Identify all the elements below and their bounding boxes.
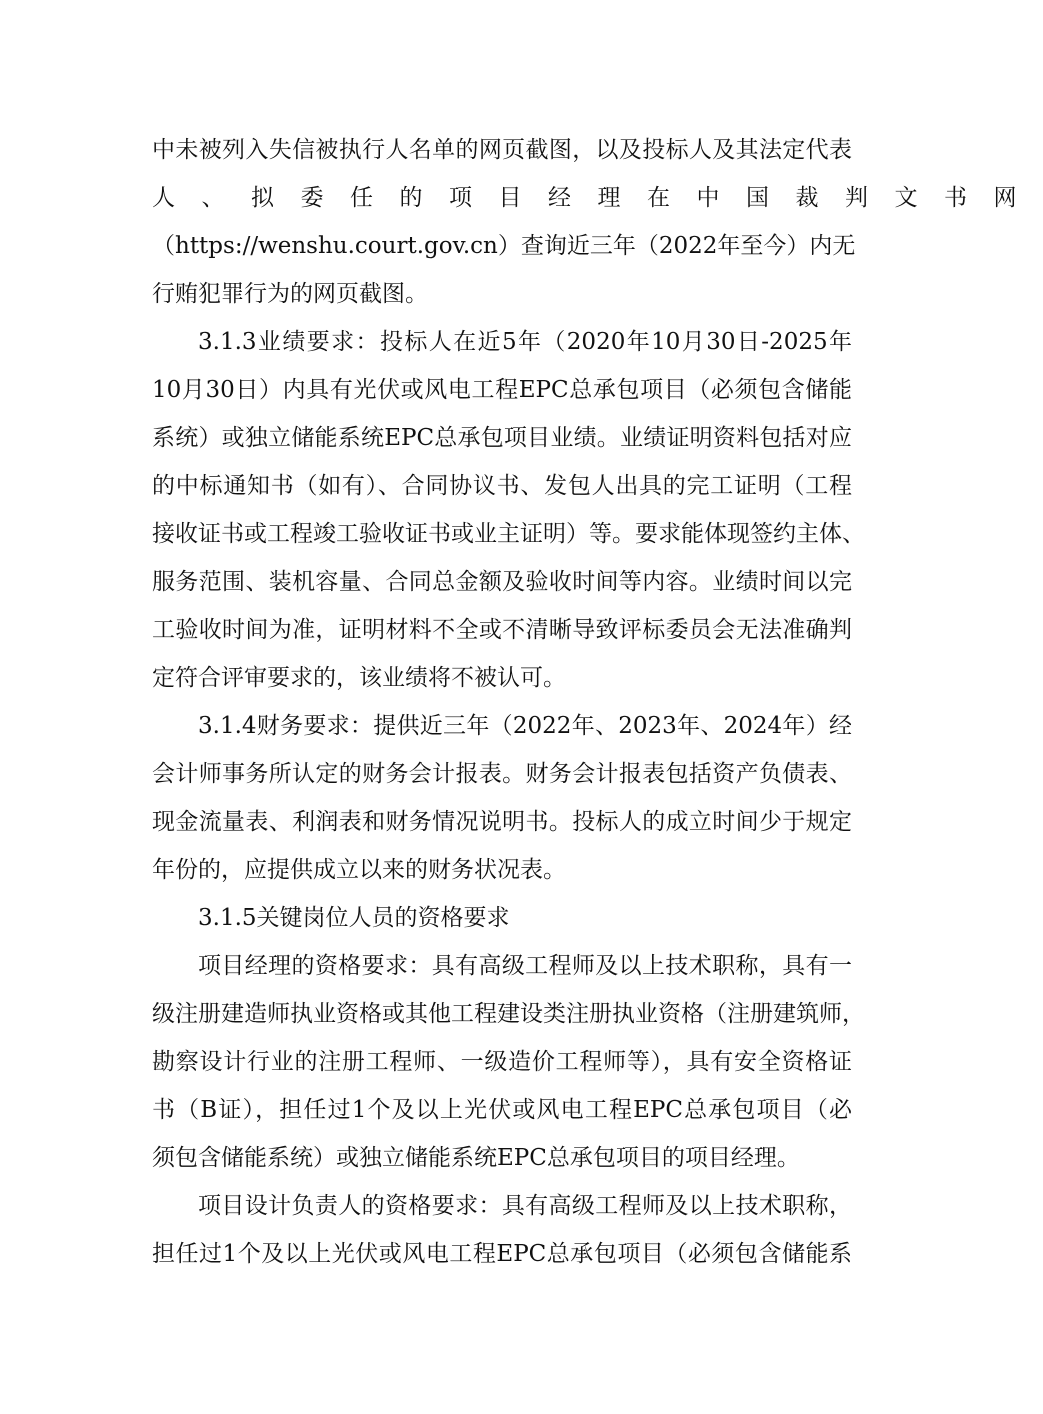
- text-line: 项目经理的资格要求：具有高级工程师及以上技术职称，具有一: [198, 953, 852, 979]
- text-line: 项目设计负责人的资格要求：具有高级工程师及以上技术职称，: [198, 1193, 852, 1219]
- text-line: 中未被列入失信被执行人名单的网页截图，以及投标人及其法定代表: [152, 137, 852, 163]
- text-line: 级注册建造师执业资格或其他工程建设类注册执业资格（注册建筑师，: [152, 1001, 865, 1027]
- text-line: 服务范围、装机容量、合同总金额及验收时间等内容。业绩时间以完: [152, 569, 852, 595]
- text-line: （https://wenshu.court.gov.cn）查询近三年（2022年至今）内无: [152, 233, 856, 259]
- text-line: 行贿犯罪行为的网页截图。: [152, 281, 428, 307]
- text-line: 工验收时间为准，证明材料不全或不清晰导致评标委员会无法准确判: [152, 617, 852, 643]
- text-line: 系统）或独立储能系统EPC总承包项目业绩。业绩证明资料包括对应: [152, 425, 852, 451]
- text-line: 会计师事务所认定的财务会计报表。财务会计报表包括资产负债表、: [152, 761, 852, 787]
- section-3-1-4-heading-line: 3.1.4财务要求：提供近三年（2022年、2023年、2024年）经: [198, 713, 852, 739]
- text-line: 定符合评审要求的，该业绩将不被认可。: [152, 665, 566, 691]
- text-line: 勘察设计行业的注册工程师、一级造价工程师等），具有安全资格证: [152, 1049, 852, 1075]
- text-line: 现金流量表、利润表和财务情况说明书。投标人的成立时间少于规定: [152, 809, 852, 835]
- section-3-1-5-heading: 3.1.5关键岗位人员的资格要求: [198, 905, 510, 931]
- text-line: 的中标通知书（如有）、合同协议书、发包人出具的完工证明（工程: [152, 473, 852, 499]
- text-line: 年份的，应提供成立以来的财务状况表。: [152, 857, 566, 883]
- section-3-1-3-heading-line: 3.1.3业绩要求：投标人在近5年（2020年10月30日-2025年: [198, 329, 852, 355]
- text-line: 书（B证），担任过1个及以上光伏或风电工程EPC总承包项目（必: [152, 1097, 852, 1123]
- text-line: 人、拟委任的项目经理在中国裁判文书网: [152, 185, 1043, 211]
- text-line: 10月30日）内具有光伏或风电工程EPC总承包项目（必须包含储能: [152, 377, 852, 403]
- text-line: 接收证书或工程竣工验收证书或业主证明）等。要求能体现签约主体、: [152, 521, 865, 547]
- text-line: 担任过1个及以上光伏或风电工程EPC总承包项目（必须包含储能系: [152, 1241, 852, 1267]
- text-line: 须包含储能系统）或独立储能系统EPC总承包项目的项目经理。: [152, 1145, 800, 1171]
